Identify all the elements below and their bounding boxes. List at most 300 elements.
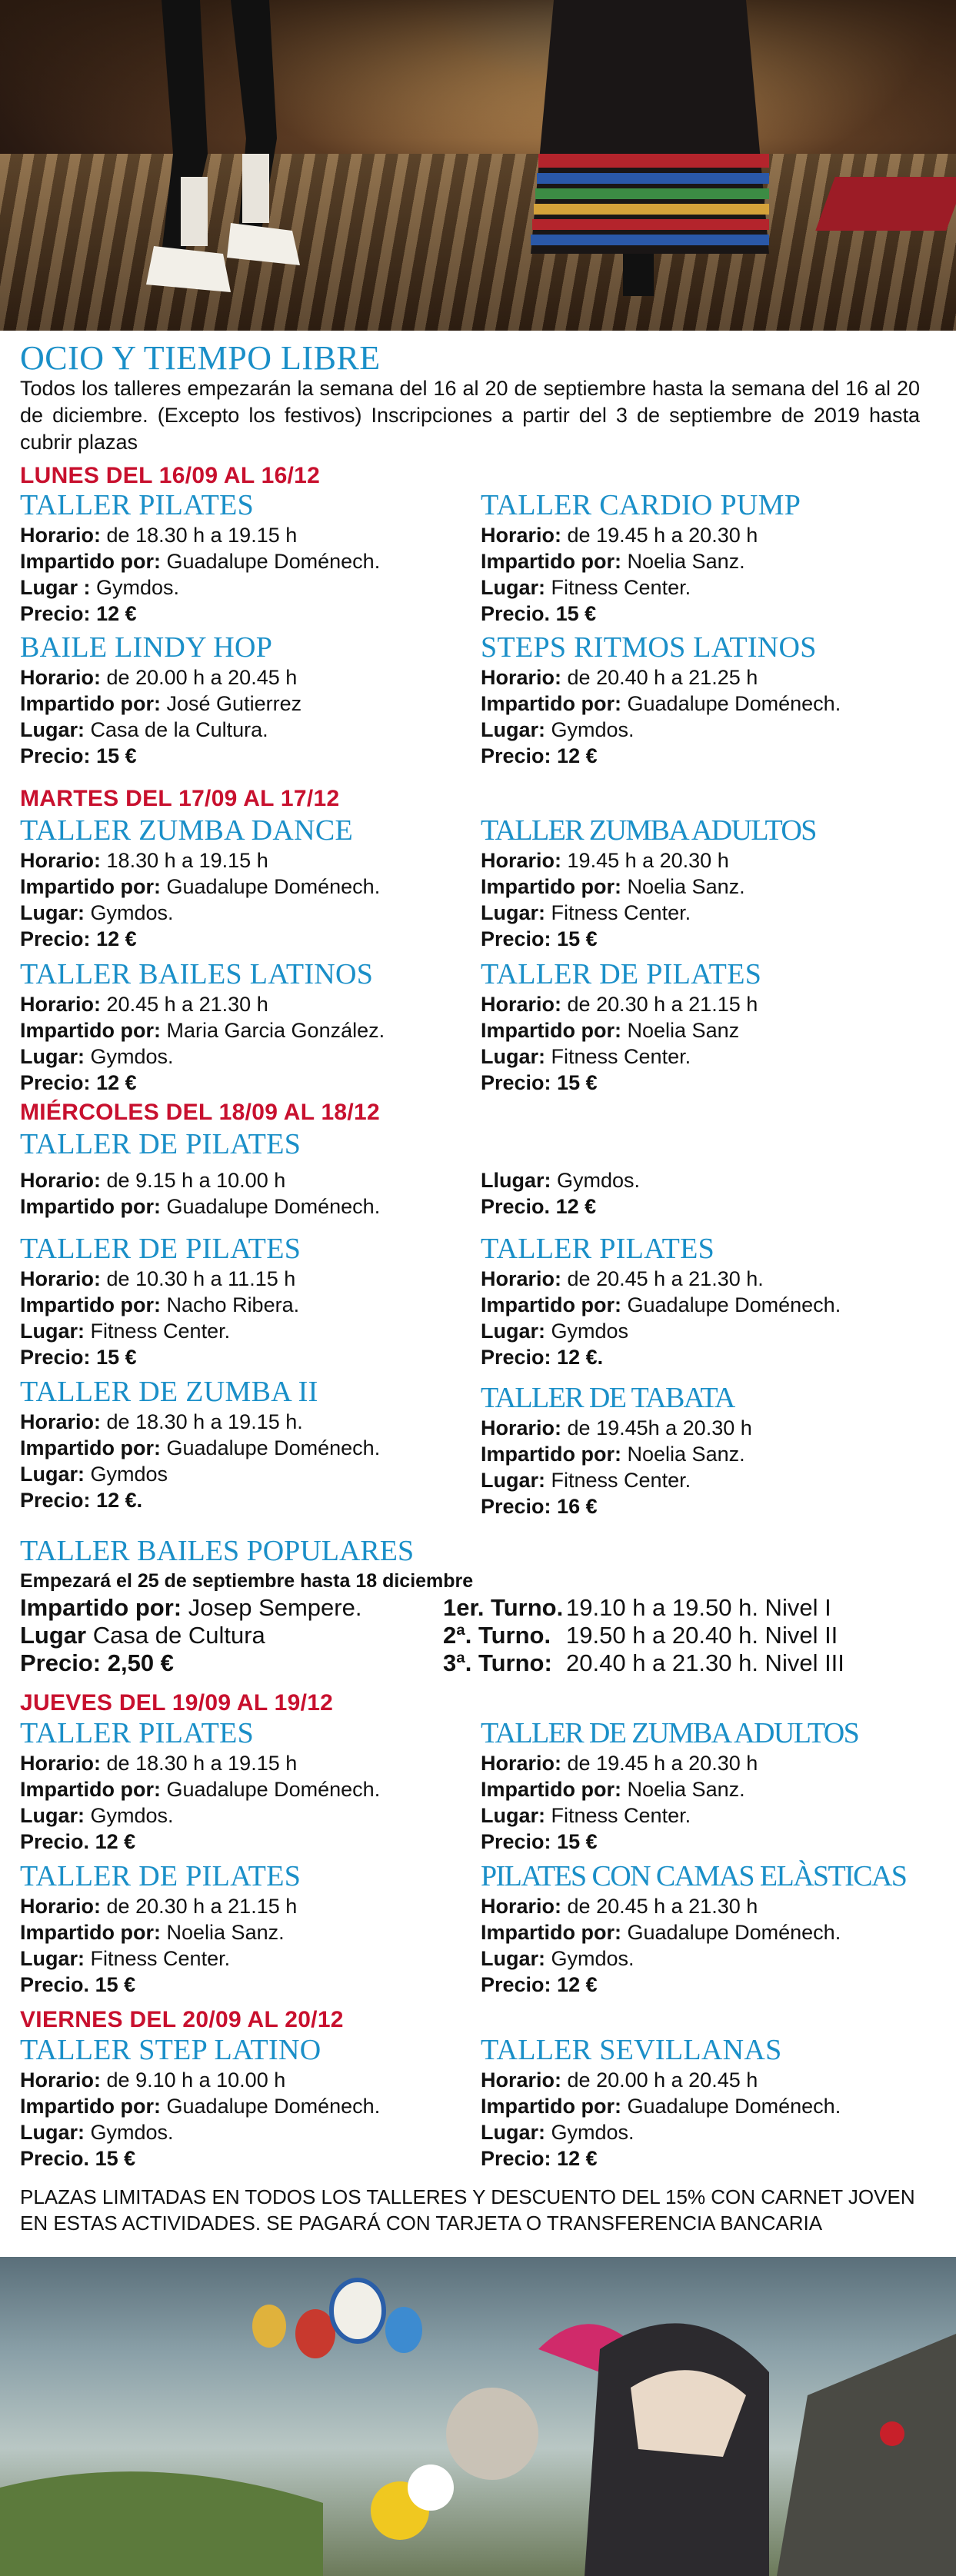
taller-impartido-label: Impartido por:	[481, 1019, 621, 1042]
taller-precio	[20, 926, 466, 952]
taller-horario-value: de 9.15 h a 10.00 h	[106, 1169, 286, 1192]
taller-precio-value: 12 €	[555, 1195, 597, 1218]
taller-lugar-value: Gymdos.	[90, 901, 174, 924]
taller-lugar-value: Fitness Center.	[90, 1947, 231, 1970]
taller-impartido-value: Noelia Sanz.	[627, 550, 745, 573]
taller-precio-label: Precio:	[20, 1489, 91, 1512]
taller-horario	[481, 522, 927, 548]
taller-horario-value: 19.45 h a 20.30 h	[567, 849, 729, 872]
taller-precio-label: Precio:	[481, 1495, 551, 1518]
taller-horario	[20, 991, 466, 1017]
taller-horario	[481, 1750, 927, 1776]
taller-precio-label: Precio:	[481, 927, 551, 950]
taller-block	[20, 488, 466, 627]
intro-text: Todos los talleres empezarán la semana del 16 al 20 de septiembre hasta la semana del 16 al 20 de diciembre. (Excepto los festivos) Inscripciones a partir del 3 de septiembre de 2019 hasta cubrir plazas	[20, 377, 920, 454]
taller-horario-value: de 19.45 h a 20.30 h	[567, 524, 758, 547]
taller-precio	[481, 1070, 927, 1096]
taller-block	[481, 1381, 927, 1524]
taller-horario-label: Horario:	[20, 1410, 102, 1433]
taller-lugar-label: Lugar:	[20, 718, 85, 741]
taller-block	[20, 1127, 466, 1220]
taller-precio-value: 12 €	[96, 927, 137, 950]
taller-impartido-label: Impartido por:	[20, 550, 161, 573]
taller-horario-label: Horario:	[481, 666, 562, 689]
taller-block-continued	[481, 1127, 927, 1220]
taller-title: TALLER DE PILATES	[20, 1233, 301, 1265]
taller-impartido	[20, 1435, 466, 1461]
taller-lugar-label: Lugar:	[481, 1947, 545, 1970]
taller-precio	[481, 2145, 927, 2172]
taller-block	[481, 488, 927, 627]
taller-impartido	[20, 1193, 466, 1220]
populares-subtitle: Empezará el 25 de septiembre hasta 18 diciembre	[20, 1570, 474, 1592]
taller-lugar-label: Llugar:	[481, 1169, 551, 1192]
taller-precio	[481, 1972, 927, 1998]
taller-precio-label: Precio:	[20, 1346, 91, 1369]
taller-title: TALLER DE TABATA	[481, 1382, 734, 1414]
taller-block	[481, 957, 927, 1096]
taller-lugar	[20, 900, 466, 926]
turno-1-text: 19.10 h a 19.50 h. Nivel I	[566, 1594, 831, 1621]
taller-title: TALLER DE ZUMBA II	[20, 1376, 318, 1408]
taller-block	[481, 1716, 927, 1855]
taller-horario-label: Horario:	[20, 1752, 102, 1775]
taller-title: TALLER CARDIO PUMP	[481, 489, 801, 521]
taller-precio-value: 12 €	[557, 2147, 598, 2170]
taller-lugar-value: Gymdos.	[90, 1804, 174, 1827]
taller-horario-value: 18.30 h a 19.15 h	[106, 849, 268, 872]
taller-title: STEPS RITMOS LATINOS	[481, 631, 817, 664]
taller-block	[20, 814, 466, 952]
taller-block	[20, 1716, 466, 1855]
taller-impartido-value: Guadalupe Doménech.	[627, 692, 841, 715]
footer-note: PLAZAS LIMITADAS EN TODOS LOS TALLERES Y DESCUENTO DEL 15% CON CARNET JOVEN EN ESTAS ACTIVIDADES. SE PAGARÁ CON TARJETA O TRANSFERENCIA BANCARIA	[20, 2185, 915, 2235]
taller-impartido	[481, 548, 927, 574]
taller-impartido	[481, 691, 927, 717]
taller-lugar	[481, 1802, 927, 1829]
taller-horario-value: de 18.30 h a 19.15 h.	[106, 1410, 303, 1433]
taller-lugar-value: Fitness Center.	[551, 1045, 691, 1068]
taller-lugar-value: Gymdos.	[90, 1045, 174, 1068]
taller-impartido-label: Impartido por:	[481, 1443, 621, 1466]
populares-title: TALLER BAILES POPULARES	[20, 1535, 415, 1567]
taller-impartido-label: Impartido por:	[481, 1921, 621, 1944]
taller-precio	[20, 1829, 466, 1855]
taller-title: BAILE LINDY HOP	[20, 631, 273, 664]
dancer-legs-left	[115, 0, 315, 300]
taller-precio	[481, 926, 927, 952]
taller-precio	[481, 1344, 927, 1370]
taller-precio-label: Precio:	[481, 1346, 551, 1369]
taller-impartido-value: Nacho Ribera.	[166, 1293, 300, 1316]
taller-horario	[481, 2067, 927, 2093]
taller-impartido-value: Guadalupe Doménech.	[166, 1195, 381, 1218]
taller-impartido	[481, 874, 927, 900]
taller-horario	[481, 991, 927, 1017]
taller-precio	[481, 743, 927, 769]
populares-lugar: Casa de Cultura	[92, 1622, 265, 1649]
taller-impartido-label: Impartido por:	[20, 1921, 161, 1944]
taller-horario-value: de 20.00 h a 20.45 h	[567, 2068, 758, 2092]
taller-horario-label: Horario:	[481, 1895, 562, 1918]
taller-lugar-value: Gymdos.	[551, 1947, 635, 1970]
taller-impartido-value: Noelia Sanz.	[166, 1921, 285, 1944]
taller-block	[20, 1375, 466, 1513]
taller-block	[20, 2033, 466, 2172]
taller-horario-value: de 20.30 h a 21.15 h	[567, 993, 758, 1016]
taller-lugar-value: Gymdos.	[90, 2121, 174, 2144]
taller-horario-label: Horario:	[481, 1752, 562, 1775]
dancer-skirt	[523, 0, 777, 300]
taller-impartido-label: Impartido por:	[481, 2095, 621, 2118]
day-header-viernes: VIERNES DEL 20/09 AL 20/12	[20, 2007, 344, 2032]
taller-precio-label: Precio.	[481, 602, 551, 625]
taller-horario-label: Horario:	[20, 2068, 102, 2092]
day-header-lunes: LUNES DEL 16/09 AL 16/12	[20, 463, 321, 488]
taller-lugar	[20, 2119, 466, 2145]
taller-horario	[20, 2067, 466, 2093]
taller-precio-value: 12 €.	[96, 1489, 143, 1512]
taller-lugar-value: Fitness Center.	[551, 1804, 691, 1827]
taller-horario-value: de 20.40 h a 21.25 h	[567, 666, 758, 689]
taller-precio-value: 15 €	[555, 602, 597, 625]
taller-lugar	[20, 1945, 466, 1972]
taller-horario-label: Horario:	[20, 1267, 102, 1290]
taller-precio-value: 12 €.	[557, 1346, 604, 1369]
taller-horario-value: 20.45 h a 21.30 h	[106, 993, 268, 1016]
taller-precio	[20, 601, 466, 627]
taller-impartido-label: Impartido por:	[20, 875, 161, 898]
taller-horario-value: de 10.30 h a 11.15 h	[106, 1267, 296, 1290]
taller-title: TALLER BAILES LATINOS	[20, 958, 374, 990]
taller-impartido-label: Impartido por:	[481, 875, 621, 898]
taller-lugar	[481, 1043, 927, 1070]
taller-impartido	[481, 1292, 927, 1318]
populares-row-2	[20, 1622, 935, 1649]
taller-lugar-label: Lugar:	[20, 1463, 85, 1486]
taller-precio-label: Precio:	[481, 2147, 551, 2170]
taller-precio-label: Precio.	[481, 1195, 551, 1218]
section-title: OCIO Y TIEMPO LIBRE	[20, 339, 381, 377]
content	[0, 331, 956, 2253]
taller-title: TALLER STEP LATINO	[20, 2034, 321, 2066]
taller-block	[20, 1859, 466, 1998]
taller-lugar	[20, 1461, 466, 1487]
taller-title: TALLER DE PILATES	[20, 1128, 301, 1160]
taller-lugar-label: Lugar:	[20, 1045, 85, 1068]
taller-horario-label: Horario:	[481, 1416, 562, 1439]
taller-lugar-label: Lugar:	[481, 576, 545, 599]
taller-lugar-label: Lugar:	[481, 1320, 545, 1343]
populares-impartido: Josep Sempere.	[188, 1594, 362, 1621]
taller-horario	[20, 1750, 466, 1776]
hero-photo	[0, 0, 956, 331]
taller-horario-label: Horario:	[20, 1169, 102, 1192]
taller-lugar-label: Lugar:	[20, 1947, 85, 1970]
taller-lugar-label: Lugar :	[20, 576, 91, 599]
taller-block	[20, 957, 466, 1096]
turno-3-label: 3ª. Turno:	[443, 1649, 552, 1676]
taller-precio-value: 12 €	[557, 1973, 598, 1996]
taller-precio-label: Precio.	[20, 1830, 90, 1853]
taller-horario-value: de 18.30 h a 19.15 h	[106, 1752, 298, 1775]
taller-precio-label: Precio:	[481, 744, 551, 767]
taller-title: TALLER PILATES	[481, 1233, 715, 1265]
taller-lugar	[481, 2119, 927, 2145]
taller-horario-label: Horario:	[20, 993, 102, 1016]
turno-2-label: 2ª. Turno.	[443, 1622, 551, 1649]
taller-impartido	[481, 1017, 927, 1043]
taller-title: TALLER PILATES	[20, 489, 255, 521]
taller-horario-value: de 19.45 h a 20.30 h	[567, 1752, 758, 1775]
taller-block	[481, 2033, 927, 2172]
taller-precio-label: Precio:	[481, 1973, 551, 1996]
taller-precio-value: 12 €	[96, 602, 137, 625]
taller-impartido-value: Maria Garcia González.	[166, 1019, 385, 1042]
taller-precio-label: Precio.	[20, 1973, 90, 1996]
taller-impartido-label: Impartido por:	[20, 1019, 161, 1042]
taller-impartido-value: Noelia Sanz	[627, 1019, 740, 1042]
taller-precio-label: Precio:	[481, 1830, 551, 1853]
taller-horario	[20, 1893, 466, 1919]
taller-precio	[20, 1344, 466, 1370]
taller-lugar-value: Gymdos.	[551, 2121, 635, 2144]
taller-horario-label: Horario:	[481, 1267, 562, 1290]
populares-impartido-label: Impartido por:	[20, 1594, 182, 1621]
taller-lugar	[481, 1318, 927, 1344]
taller-impartido	[20, 548, 466, 574]
turno-3-text: 20.40 h a 21.30 h. Nivel III	[566, 1649, 844, 1676]
taller-horario	[20, 1167, 466, 1193]
taller-lugar-value: Fitness Center.	[90, 1320, 231, 1343]
taller-precio-label: Precio.	[20, 2147, 90, 2170]
red-carpet	[815, 177, 956, 231]
taller-title: TALLER DE ZUMBA ADULTOS	[481, 1717, 859, 1749]
taller-lugar-value: Gymdos.	[551, 718, 635, 741]
taller-precio-value: 12 €	[95, 1830, 136, 1853]
taller-block	[20, 1232, 466, 1370]
taller-impartido	[20, 874, 466, 900]
taller-precio	[20, 743, 466, 769]
taller-impartido	[481, 1919, 927, 1945]
taller-lugar	[481, 717, 927, 743]
taller-precio	[481, 1829, 927, 1855]
taller-lugar-label: Lugar:	[481, 1469, 545, 1492]
taller-precio-value: 15 €	[557, 1830, 598, 1853]
day-header-miercoles: MIÉRCOLES DEL 18/09 AL 18/12	[20, 1100, 381, 1125]
turno-2-text: 19.50 h a 20.40 h. Nivel II	[566, 1622, 838, 1649]
taller-precio-value: 16 €	[557, 1495, 598, 1518]
populares-row-1	[20, 1594, 935, 1622]
bailes-populares-block	[20, 1534, 935, 1677]
taller-block	[20, 631, 466, 769]
taller-impartido-label: Impartido por:	[20, 1293, 161, 1316]
taller-impartido-value: Noelia Sanz.	[627, 1443, 745, 1466]
taller-lugar-value: Casa de la Cultura.	[90, 718, 268, 741]
taller-block	[481, 1859, 927, 1998]
taller-lugar-label: Lugar:	[20, 901, 85, 924]
taller-precio-label: Precio:	[20, 744, 91, 767]
taller-title: TALLER ZUMBA ADULTOS	[481, 814, 816, 847]
taller-impartido-value: Guadalupe Doménech.	[627, 2095, 841, 2118]
taller-horario-label: Horario:	[20, 524, 102, 547]
taller-horario-value: de 18.30 h a 19.15 h	[106, 524, 298, 547]
taller-lugar-value: Gymdos	[551, 1320, 629, 1343]
fantasy-collage-image	[0, 2257, 956, 2576]
taller-impartido-value: Guadalupe Doménech.	[166, 1778, 381, 1801]
taller-horario-value: de 9.10 h a 10.00 h	[106, 2068, 286, 2092]
taller-impartido-label: Impartido por:	[20, 2095, 161, 2118]
taller-horario-value: de 20.45 h a 21.30 h	[567, 1895, 758, 1918]
taller-impartido	[481, 1441, 927, 1467]
taller-impartido-value: Guadalupe Doménech.	[166, 550, 381, 573]
day-header-jueves: JUEVES DEL 19/09 AL 19/12	[20, 1690, 334, 1716]
taller-impartido	[20, 691, 466, 717]
taller-precio	[20, 1972, 466, 1998]
taller-lugar-label: Lugar:	[20, 1320, 85, 1343]
taller-horario	[481, 847, 927, 874]
taller-horario	[20, 664, 466, 691]
taller-lugar	[20, 1318, 466, 1344]
taller-lugar	[20, 1802, 466, 1829]
taller-impartido-label: Impartido por:	[481, 1293, 621, 1316]
taller-impartido	[20, 2093, 466, 2119]
taller-horario-label: Horario:	[20, 666, 102, 689]
taller-horario-value: de 20.45 h a 21.30 h.	[567, 1267, 764, 1290]
taller-impartido-label: Impartido por:	[481, 692, 621, 715]
taller-lugar	[481, 1945, 927, 1972]
taller-precio	[20, 1487, 466, 1513]
taller-horario	[20, 1409, 466, 1435]
taller-impartido-value: Guadalupe Doménech.	[166, 1436, 381, 1459]
taller-impartido-label: Impartido por:	[20, 1436, 161, 1459]
taller-title: TALLER ZUMBA DANCE	[20, 814, 354, 847]
taller-precio	[481, 1193, 927, 1220]
taller-impartido-value: Guadalupe Doménech.	[627, 1921, 841, 1944]
taller-horario	[20, 847, 466, 874]
populares-lugar-label: Lugar	[20, 1622, 87, 1649]
taller-horario	[20, 1266, 466, 1292]
taller-lugar-label: Lugar:	[20, 2121, 85, 2144]
taller-horario-value: de 19.45h a 20.30 h	[567, 1416, 752, 1439]
taller-impartido-value: Noelia Sanz.	[627, 875, 745, 898]
taller-precio-value: 15 €	[557, 927, 598, 950]
bottom-artwork	[0, 2257, 956, 2576]
taller-precio	[481, 1493, 927, 1519]
taller-horario-label: Horario:	[20, 1895, 102, 1918]
taller-lugar-label: Lugar:	[481, 718, 545, 741]
taller-horario-value: de 20.30 h a 21.15 h	[106, 1895, 298, 1918]
taller-title: TALLER PILATES	[20, 1717, 255, 1749]
taller-impartido	[20, 1919, 466, 1945]
taller-precio-label: Precio:	[20, 927, 91, 950]
taller-precio-label: Precio:	[20, 1071, 91, 1094]
taller-impartido	[20, 1017, 466, 1043]
taller-lugar	[20, 574, 466, 601]
taller-impartido-value: Guadalupe Doménech.	[627, 1293, 841, 1316]
taller-impartido-label: Impartido por:	[20, 1195, 161, 1218]
taller-lugar-value: Fitness Center.	[551, 1469, 691, 1492]
taller-lugar-value: Gymdos	[90, 1463, 168, 1486]
populares-row-3	[20, 1649, 935, 1677]
taller-impartido-value: Noelia Sanz.	[627, 1778, 745, 1801]
taller-lugar	[20, 717, 466, 743]
taller-lugar-value: Gymdos.	[96, 576, 180, 599]
taller-lugar	[481, 1167, 927, 1193]
taller-horario	[481, 1415, 927, 1441]
taller-lugar-label: Lugar:	[20, 1804, 85, 1827]
populares-precio-label: Precio:	[20, 1649, 102, 1676]
day-header-martes: MARTES DEL 17/09 AL 17/12	[20, 786, 340, 811]
taller-title: TALLER SEVILLANAS	[481, 2034, 782, 2066]
taller-lugar-label: Lugar:	[481, 1804, 545, 1827]
taller-precio-value: 15 €	[96, 744, 137, 767]
taller-lugar-label: Lugar:	[481, 901, 545, 924]
taller-impartido-label: Impartido por:	[20, 1778, 161, 1801]
taller-impartido-label: Impartido por:	[481, 550, 621, 573]
taller-lugar-label: Lugar:	[481, 1045, 545, 1068]
taller-precio-value: 15 €	[557, 1071, 598, 1094]
taller-precio	[481, 601, 927, 627]
taller-impartido-value: Guadalupe Doménech.	[166, 2095, 381, 2118]
taller-lugar	[481, 1467, 927, 1493]
taller-precio-label: Precio:	[481, 1071, 551, 1094]
taller-title: TALLER DE PILATES	[481, 958, 762, 990]
taller-precio	[20, 1070, 466, 1096]
taller-block	[481, 814, 927, 952]
taller-lugar-value: Fitness Center.	[551, 576, 691, 599]
taller-precio-label: Precio:	[20, 602, 91, 625]
taller-impartido-value: Guadalupe Doménech.	[166, 875, 381, 898]
taller-block	[481, 1232, 927, 1370]
taller-title: TALLER DE PILATES	[20, 1860, 301, 1892]
taller-horario	[481, 664, 927, 691]
taller-horario-label: Horario:	[481, 2068, 562, 2092]
taller-precio	[20, 2145, 466, 2172]
taller-lugar-label: Lugar:	[481, 2121, 545, 2144]
taller-impartido-label: Impartido por:	[481, 1778, 621, 1801]
taller-horario-label: Horario:	[20, 849, 102, 872]
taller-impartido-value: José Gutierrez	[166, 692, 302, 715]
taller-impartido	[481, 1776, 927, 1802]
taller-horario-label: Horario:	[481, 849, 562, 872]
taller-precio-value: 15 €	[96, 1346, 137, 1369]
taller-precio-value: 12 €	[96, 1071, 137, 1094]
taller-impartido-label: Impartido por:	[20, 692, 161, 715]
taller-horario-value: de 20.00 h a 20.45 h	[106, 666, 298, 689]
taller-horario-label: Horario:	[481, 524, 562, 547]
taller-lugar	[481, 900, 927, 926]
taller-impartido	[20, 1776, 466, 1802]
taller-title: PILATES CON CAMAS ELÀSTICAS	[481, 1860, 907, 1892]
turno-1-label: 1er. Turno.	[443, 1594, 564, 1621]
populares-precio: 2,50 €	[107, 1649, 174, 1676]
taller-precio-value: 15 €	[95, 1973, 136, 1996]
taller-lugar-value: Gymdos.	[557, 1169, 641, 1192]
taller-horario	[20, 522, 466, 548]
taller-horario-label: Horario:	[481, 993, 562, 1016]
taller-lugar-value: Fitness Center.	[551, 901, 691, 924]
taller-impartido	[481, 2093, 927, 2119]
taller-horario	[481, 1266, 927, 1292]
taller-precio-value: 12 €	[557, 744, 598, 767]
taller-lugar	[20, 1043, 466, 1070]
taller-lugar	[481, 574, 927, 601]
taller-impartido	[20, 1292, 466, 1318]
taller-horario	[481, 1893, 927, 1919]
taller-precio-value: 15 €	[95, 2147, 136, 2170]
taller-block	[481, 631, 927, 769]
